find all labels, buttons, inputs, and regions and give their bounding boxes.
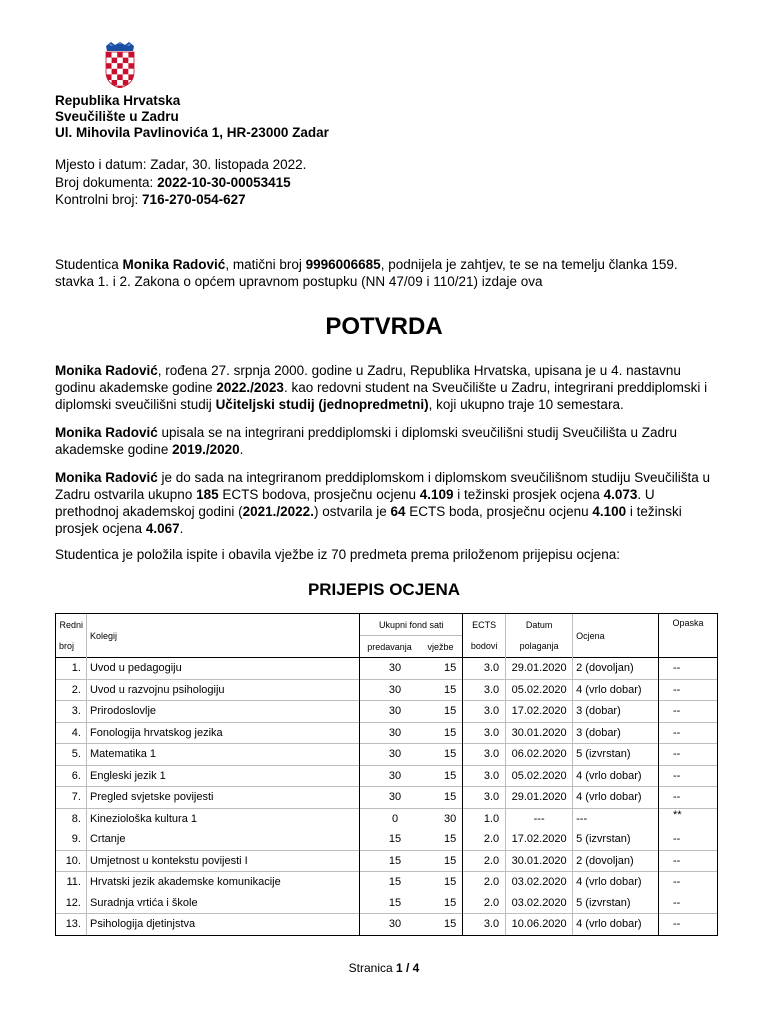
enrollment-paragraph: Monika Radović, rođena 27. srpnja 2000. godine u Zadru, Republika Hrvatska, upisana je u 4. nastavnu godinu akademske godine 2022./2023. kao redovni student na Sveučilište u Zadru, integrirani preddiplomski i diplomski sveučilišni studij Učiteljski studij (jednopredmetni), koji ukupno traje 10 semestara.: [55, 363, 708, 412]
row-exercises: 30: [419, 808, 463, 829]
control-number: 716-270-054-627: [142, 192, 246, 207]
row-ects: 1.0: [463, 808, 506, 829]
row-note: --: [659, 722, 718, 744]
row-note: --: [659, 701, 718, 723]
row-grade: 4 (vrlo dobar): [573, 914, 659, 936]
row-date: 30.01.2020: [506, 850, 573, 872]
row-note: --: [659, 744, 718, 766]
row-date: 29.01.2020: [506, 787, 573, 809]
row-course: Hrvatski jezik akademske komunikacije: [86, 872, 359, 893]
row-number: 8.: [56, 808, 87, 829]
row-number: 4.: [56, 722, 87, 744]
row-lectures: 30: [360, 744, 419, 766]
row-date: 06.02.2020: [506, 744, 573, 766]
row-lectures: 15: [360, 850, 419, 872]
row-note: --: [659, 914, 718, 936]
row-note: --: [659, 658, 718, 680]
row-number: 13.: [56, 914, 87, 936]
header-address: Ul. Mihovila Pavlinovića 1, HR-23000 Zadar: [55, 125, 329, 140]
row-course: Prirodoslovlje: [86, 701, 359, 723]
row-ects: 3.0: [463, 744, 506, 766]
row-date: 05.02.2020: [506, 679, 573, 701]
row-exercises: 15: [419, 872, 463, 893]
row-date: ---: [506, 808, 573, 829]
row-lectures: 30: [360, 722, 419, 744]
row-ects: 3.0: [463, 765, 506, 787]
header-country: Republika Hrvatska: [55, 93, 181, 108]
header-polaganja: polaganja: [506, 636, 573, 658]
table-row: [56, 744, 718, 766]
row-note: --: [659, 679, 718, 701]
row-exercises: 15: [443, 896, 457, 909]
row-note: **: [659, 808, 718, 829]
control-number-line: Kontrolni broj: 716-270-054-627: [55, 192, 246, 207]
row-course: Umjetnost u kontekstu povijesti I: [86, 850, 359, 872]
row-ects: 3.0: [463, 787, 506, 809]
header-datum: Datum: [506, 614, 573, 636]
row-course: Suradnja vrtića i škole: [86, 893, 359, 914]
row-course: Pregled svjetske povijesti: [86, 787, 359, 809]
row-exercises: 15: [443, 833, 457, 846]
table-row: [56, 808, 718, 829]
page-number: 1 / 4: [396, 961, 420, 975]
row-lectures: 30: [360, 658, 419, 680]
row-ects: 3.0: [463, 658, 506, 680]
header-ocjena: Ocjena: [573, 614, 659, 658]
row-exercises: 15: [419, 701, 463, 723]
transcript-title: PRIJEPIS OCJENA: [307, 580, 461, 599]
row-grade: 2 (dovoljan): [573, 658, 659, 680]
header-bodovi: bodovi: [463, 636, 506, 658]
student-name: Monika Radović: [122, 257, 226, 272]
exams-paragraph: Studentica je položila ispite i obavila vježbe iz 70 predmeta prema priloženom prijepisu ocjena:: [55, 547, 621, 562]
header-redni: Redni: [56, 614, 87, 636]
row-grade: 5 (izvrstan): [573, 893, 659, 914]
achievement-paragraph: Monika Radović je do sada na integriranom preddiplomskom i diplomskom sveučilišnom studiju Sveučilišta u Zadru ostvarila ukupno 185 ECTS bodova, prosječnu ocjenu 4.109 i težinski prosjek ocjena 4.073. U prethodnoj akademskoj godini (2021./2022.) ostvarila je 64 ECTS boda, prosječnu ocjenu 4.100 i težinski prosjek ocjena 4.067.: [55, 470, 711, 536]
header-ects: ECTS: [463, 614, 506, 636]
grades-table: [55, 613, 718, 936]
row-number: 9.: [56, 829, 87, 850]
row-number: 6.: [56, 765, 87, 787]
row-course: Fonologija hrvatskog jezika: [86, 722, 359, 744]
table-row: [56, 850, 718, 872]
row-lectures: 15: [360, 829, 419, 850]
row-course: Kineziološka kultura 1: [86, 808, 359, 829]
row-number: 12.: [56, 893, 87, 914]
row-grade: 4 (vrlo dobar): [573, 679, 659, 701]
row-ects: 2.0: [463, 893, 506, 914]
row-date: 03.02.2020: [506, 893, 573, 914]
row-number: 7.: [56, 787, 87, 809]
row-grade: 4 (vrlo dobar): [573, 872, 659, 893]
row-ects: 3.0: [463, 722, 506, 744]
row-grade: ---: [573, 808, 659, 829]
row-ects: 2.0: [463, 850, 506, 872]
row-lectures: 15: [360, 872, 419, 893]
row-exercises: 15: [419, 765, 463, 787]
document-meta: [55, 156, 306, 209]
first-enrollment-paragraph: Monika Radović upisala se na integrirani preddiplomski i diplomski sveučilišni studij Sveučilišta u Zadru akademske godine 2019./2020.: [55, 425, 678, 457]
row-course: Uvod u razvojnu psihologiju: [86, 679, 359, 701]
row-course: Crtanje: [86, 829, 359, 850]
table-row: [56, 679, 718, 701]
row-exercises: 15: [419, 658, 463, 680]
institution-header: [55, 93, 329, 141]
header-predavanja: predavanja: [360, 636, 419, 658]
row-date: 30.01.2020: [506, 722, 573, 744]
row-grade: 5 (izvrstan): [573, 744, 659, 766]
row-lectures: 15: [360, 893, 419, 914]
row-grade: 5 (izvrstan): [573, 829, 659, 850]
row-course: Engleski jezik 1: [86, 765, 359, 787]
document-title: POTVRDA: [325, 313, 443, 340]
document-number: 2022-10-30-00053415: [157, 174, 291, 190]
row-number: 10.: [56, 850, 87, 872]
row-exercises: 15: [419, 787, 463, 809]
table-row: [56, 893, 718, 914]
row-exercises: 15: [419, 722, 463, 744]
row-ects: 2.0: [463, 829, 506, 850]
row-date: 10.06.2020: [506, 914, 573, 936]
row-date: 17.02.2020: [506, 829, 573, 850]
row-lectures: 30: [360, 701, 419, 723]
croatian-coat-of-arms-icon: [104, 42, 136, 88]
table-row: [56, 787, 718, 809]
intro-paragraph: Studentica Monika Radović, matični broj 9996006685, podnijela je zahtjev, te se na temelju članka 159. stavka 1. i 2. Zakona o općem upravnom postupku (NN 47/09 i 110/21) izdaje ova: [55, 257, 678, 289]
row-exercises: 15: [419, 914, 463, 936]
row-grade: 3 (dobar): [573, 701, 659, 723]
row-date: 17.02.2020: [506, 701, 573, 723]
row-grade: 3 (dobar): [573, 722, 659, 744]
row-number: 5.: [56, 744, 87, 766]
table-row: [56, 701, 718, 723]
row-date: 03.02.2020: [506, 872, 573, 893]
document-number-line: Broj dokumenta: 2022-10-30-00053415: [55, 174, 291, 190]
row-exercises: 15: [419, 679, 463, 701]
row-note: --: [659, 765, 718, 787]
page-footer: Stranica 1 / 4: [348, 961, 420, 975]
row-lectures: 0: [360, 808, 419, 829]
row-note: --: [659, 787, 718, 809]
table-row: [56, 765, 718, 787]
header-opaska: Opaska: [659, 614, 718, 658]
row-ects: 3.0: [463, 701, 506, 723]
row-exercises: 15: [419, 744, 463, 766]
row-lectures: 30: [360, 787, 419, 809]
row-course: Uvod u pedagogiju: [86, 658, 359, 680]
row-note: --: [659, 829, 718, 850]
table-row: [56, 722, 718, 744]
row-note: --: [659, 893, 718, 914]
table-row: [56, 914, 718, 936]
header-vjezbe: vježbe: [419, 636, 463, 658]
row-grade: 4 (vrlo dobar): [573, 787, 659, 809]
place-and-date: Mjesto i datum: Zadar, 30. listopada 2022.: [55, 157, 307, 172]
table-row: [56, 829, 718, 850]
row-ects: 3.0: [463, 914, 506, 936]
row-ects: 3.0: [463, 679, 506, 701]
row-course: Psihologija djetinjstva: [86, 914, 359, 936]
row-exercises: 15: [419, 850, 463, 872]
row-number: 11.: [56, 872, 87, 893]
row-lectures: 30: [360, 679, 419, 701]
table-row: [56, 872, 718, 893]
row-course: Matematika 1: [86, 744, 359, 766]
table-row: [56, 658, 718, 680]
header-fond: Ukupni fond sati: [360, 614, 463, 636]
row-date: 29.01.2020: [506, 658, 573, 680]
row-note: --: [659, 872, 718, 893]
row-grade: 4 (vrlo dobar): [573, 765, 659, 787]
row-number: 3.: [56, 701, 87, 723]
row-lectures: 30: [360, 914, 419, 936]
header-kolegij: Kolegij: [86, 614, 359, 658]
row-ects: 2.0: [463, 872, 506, 893]
header-university: Sveučilište u Zadru: [55, 109, 179, 124]
row-number: 1.: [56, 658, 87, 680]
row-note: --: [659, 850, 718, 872]
row-number: 2.: [56, 679, 87, 701]
study-program: Učiteljski studij (jednopredmetni): [215, 397, 429, 412]
row-lectures: 30: [360, 765, 419, 787]
student-id: 9996006685: [305, 257, 381, 272]
row-grade: 2 (dovoljan): [573, 850, 659, 872]
row-date: 05.02.2020: [506, 765, 573, 787]
header-broj: broj: [56, 636, 87, 658]
